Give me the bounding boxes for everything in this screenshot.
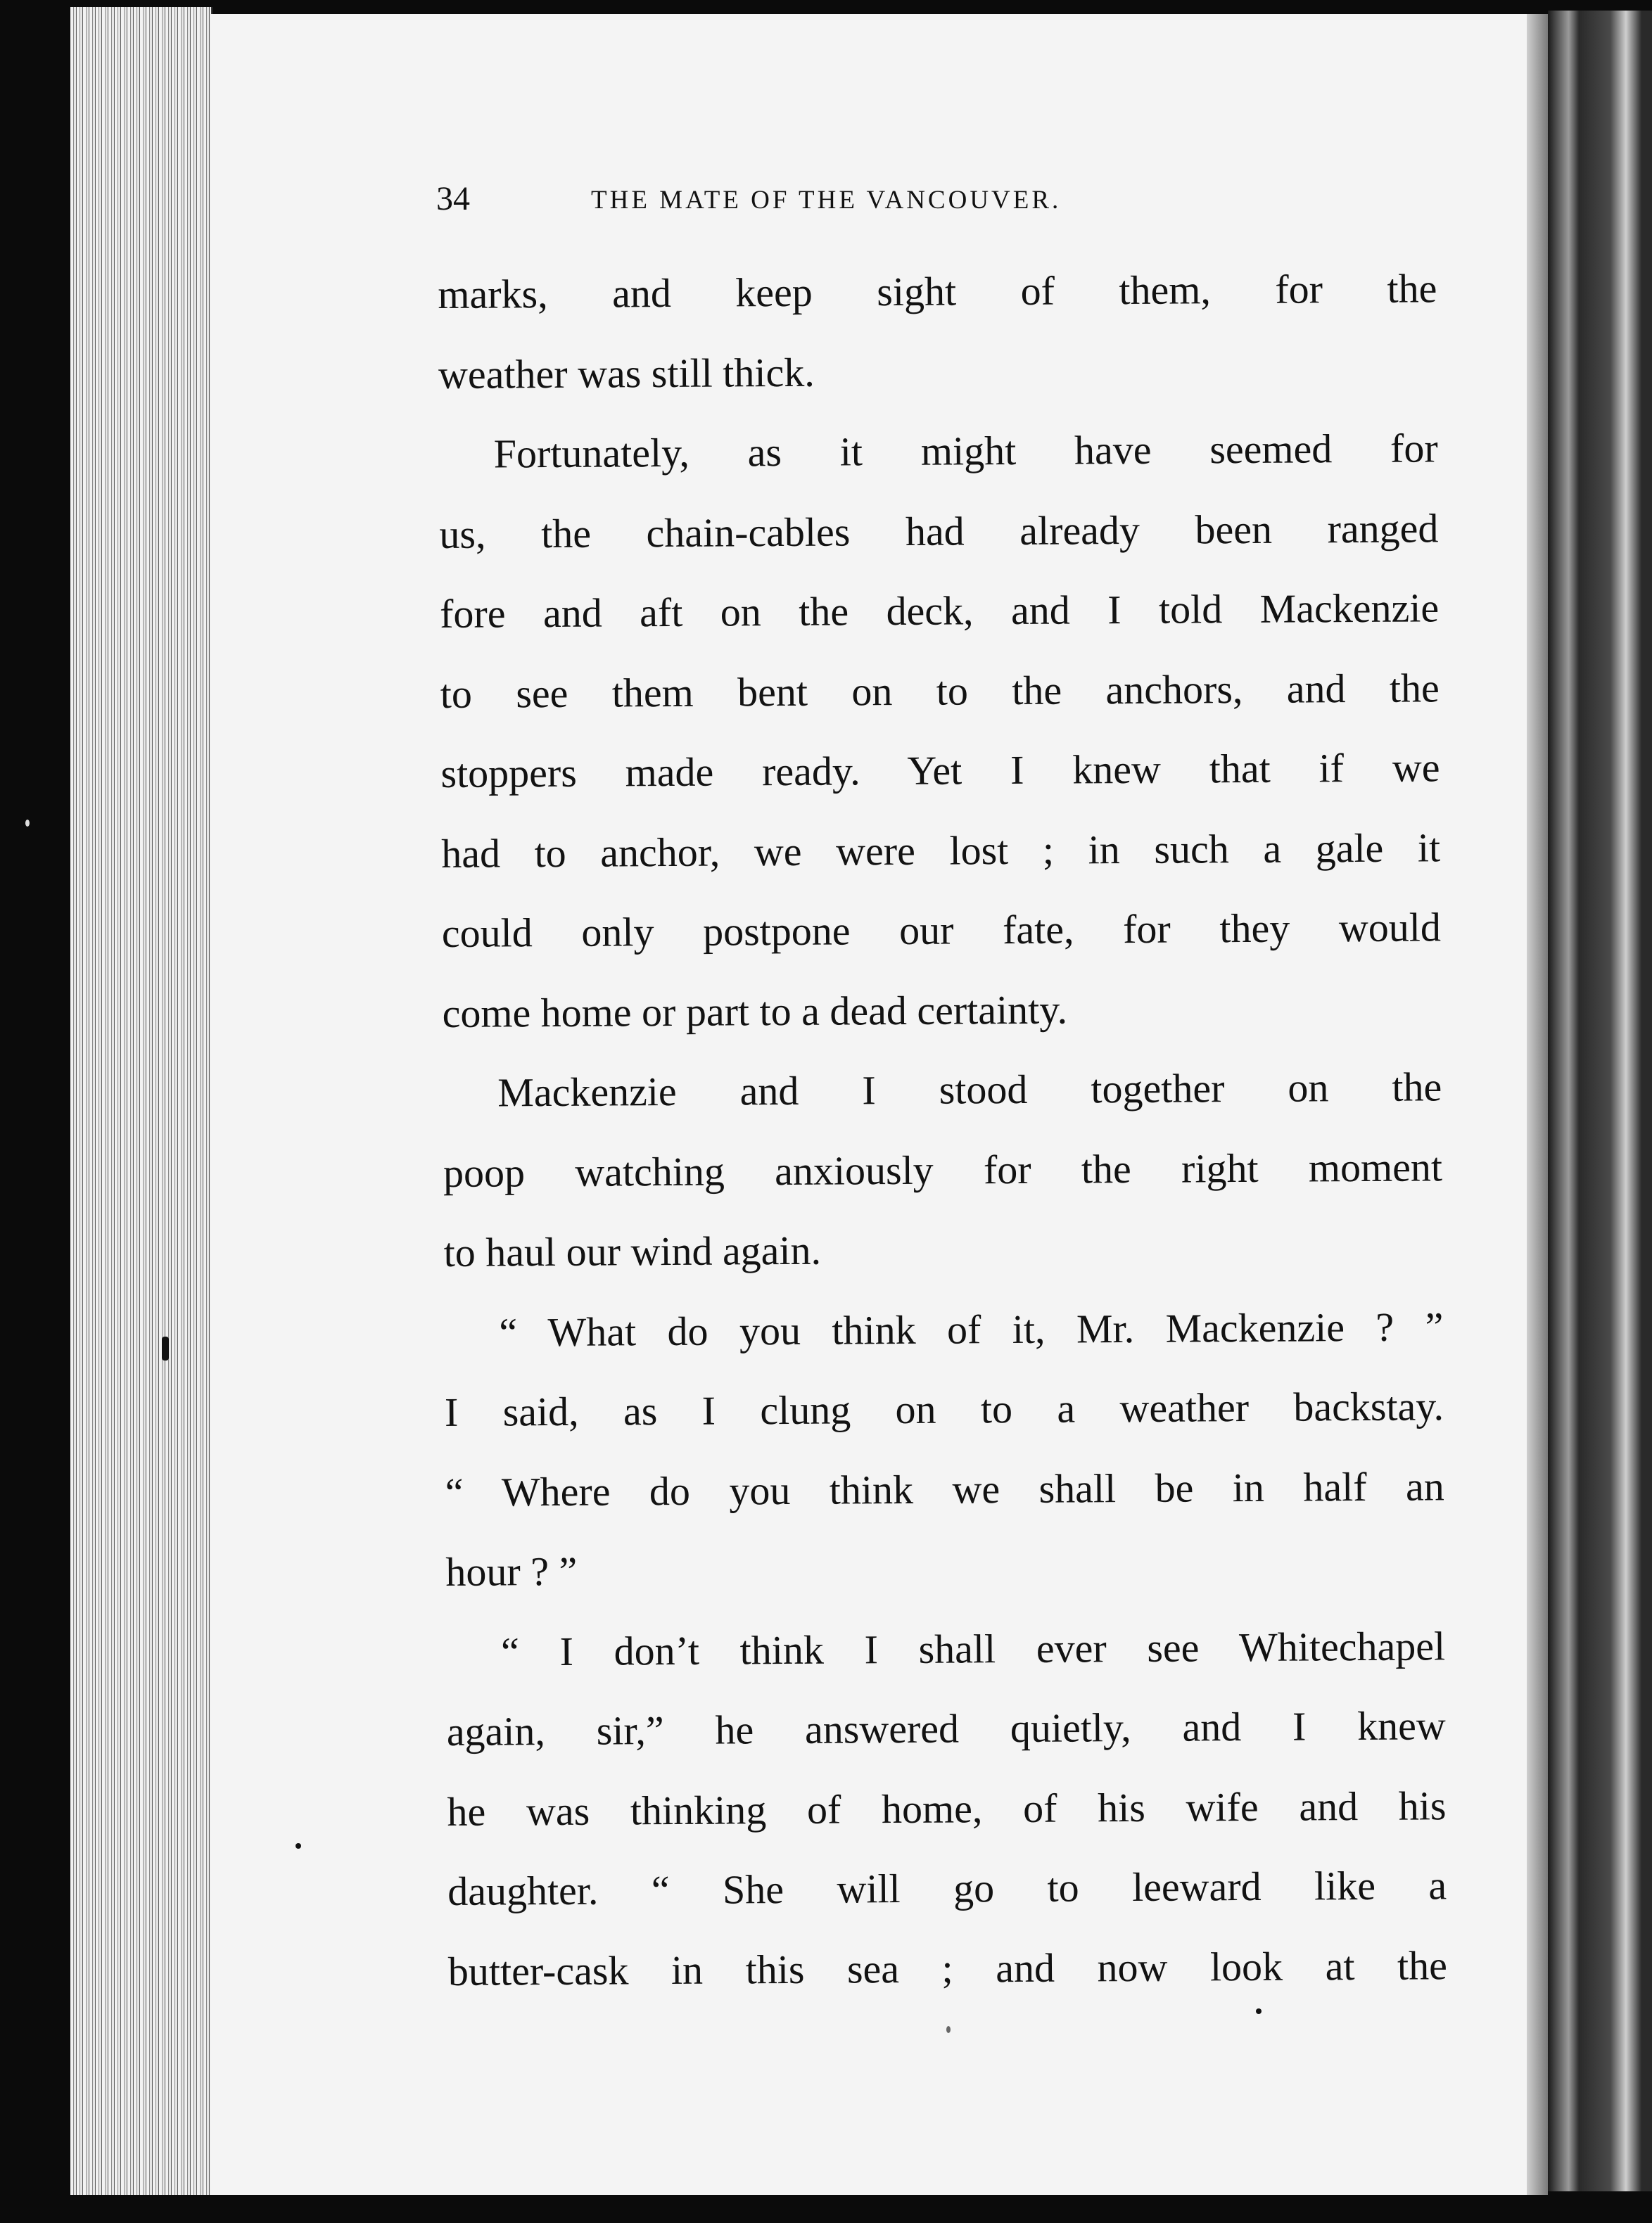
text-line: Fortunately, as it might have seemed for <box>493 425 1438 477</box>
text-line: daughter. “ She will go to leeward like a <box>447 1862 1447 1914</box>
scan-speck <box>1256 2008 1262 2014</box>
page-header <box>436 179 1266 229</box>
text-line: us, the chain-cables had already been ranged <box>439 504 1439 557</box>
text-line: butter-cask in this sea ; and now look at the <box>447 1942 1448 1994</box>
text-line: could only postpone our fate, for they would <box>441 904 1442 956</box>
scan-speck <box>162 1337 169 1361</box>
page-number: 34 <box>436 180 470 217</box>
text-line: stoppers made ready. Yet I knew that if we <box>440 744 1440 796</box>
scan-speck <box>946 2026 951 2033</box>
scan-speck <box>296 1843 301 1849</box>
text-line: he was thinking of home, of his wife and his <box>447 1782 1447 1835</box>
text-line: hour ? ” <box>445 1548 578 1595</box>
text-line: to haul our wind again. <box>443 1227 822 1275</box>
adjacent-volume-edge <box>1548 11 1652 2191</box>
text-line: weather was still thick. <box>438 349 815 397</box>
text-line: fore and aft on the deck, and I told Mackenzie <box>439 585 1440 637</box>
body-text <box>438 248 1447 2011</box>
text-line: “ I don’t think I shall ever see Whitechapel <box>500 1622 1446 1674</box>
running-head: THE MATE OF THE VANCOUVER. <box>591 186 1062 215</box>
text-line: I said, as I clung on to a weather backstay. <box>444 1383 1444 1435</box>
text-line: had to anchor, we were lost ; in such a gale it <box>440 824 1441 877</box>
text-line: “ What do you think of it, Mr. Mackenzie ? ” <box>499 1303 1444 1355</box>
text-line: again, sir,” he answered quietly, and I knew <box>446 1702 1446 1754</box>
text-line: to see them bent on to the anchors, and the <box>440 664 1440 717</box>
page-gutter-shadow <box>1527 14 1548 2195</box>
text-line: poop watching anxiously for the right moment <box>443 1143 1443 1196</box>
text-line: come home or part to a dead certainty. <box>442 986 1068 1036</box>
scan-speck <box>25 820 30 827</box>
stacked-page-edges <box>70 7 212 2195</box>
text-line: marks, and keep sight of them, for the <box>438 265 1437 317</box>
text-line: Mackenzie and I stood together on the <box>497 1064 1442 1116</box>
text-line: “ Where do you think we shall be in half an <box>445 1463 1444 1515</box>
